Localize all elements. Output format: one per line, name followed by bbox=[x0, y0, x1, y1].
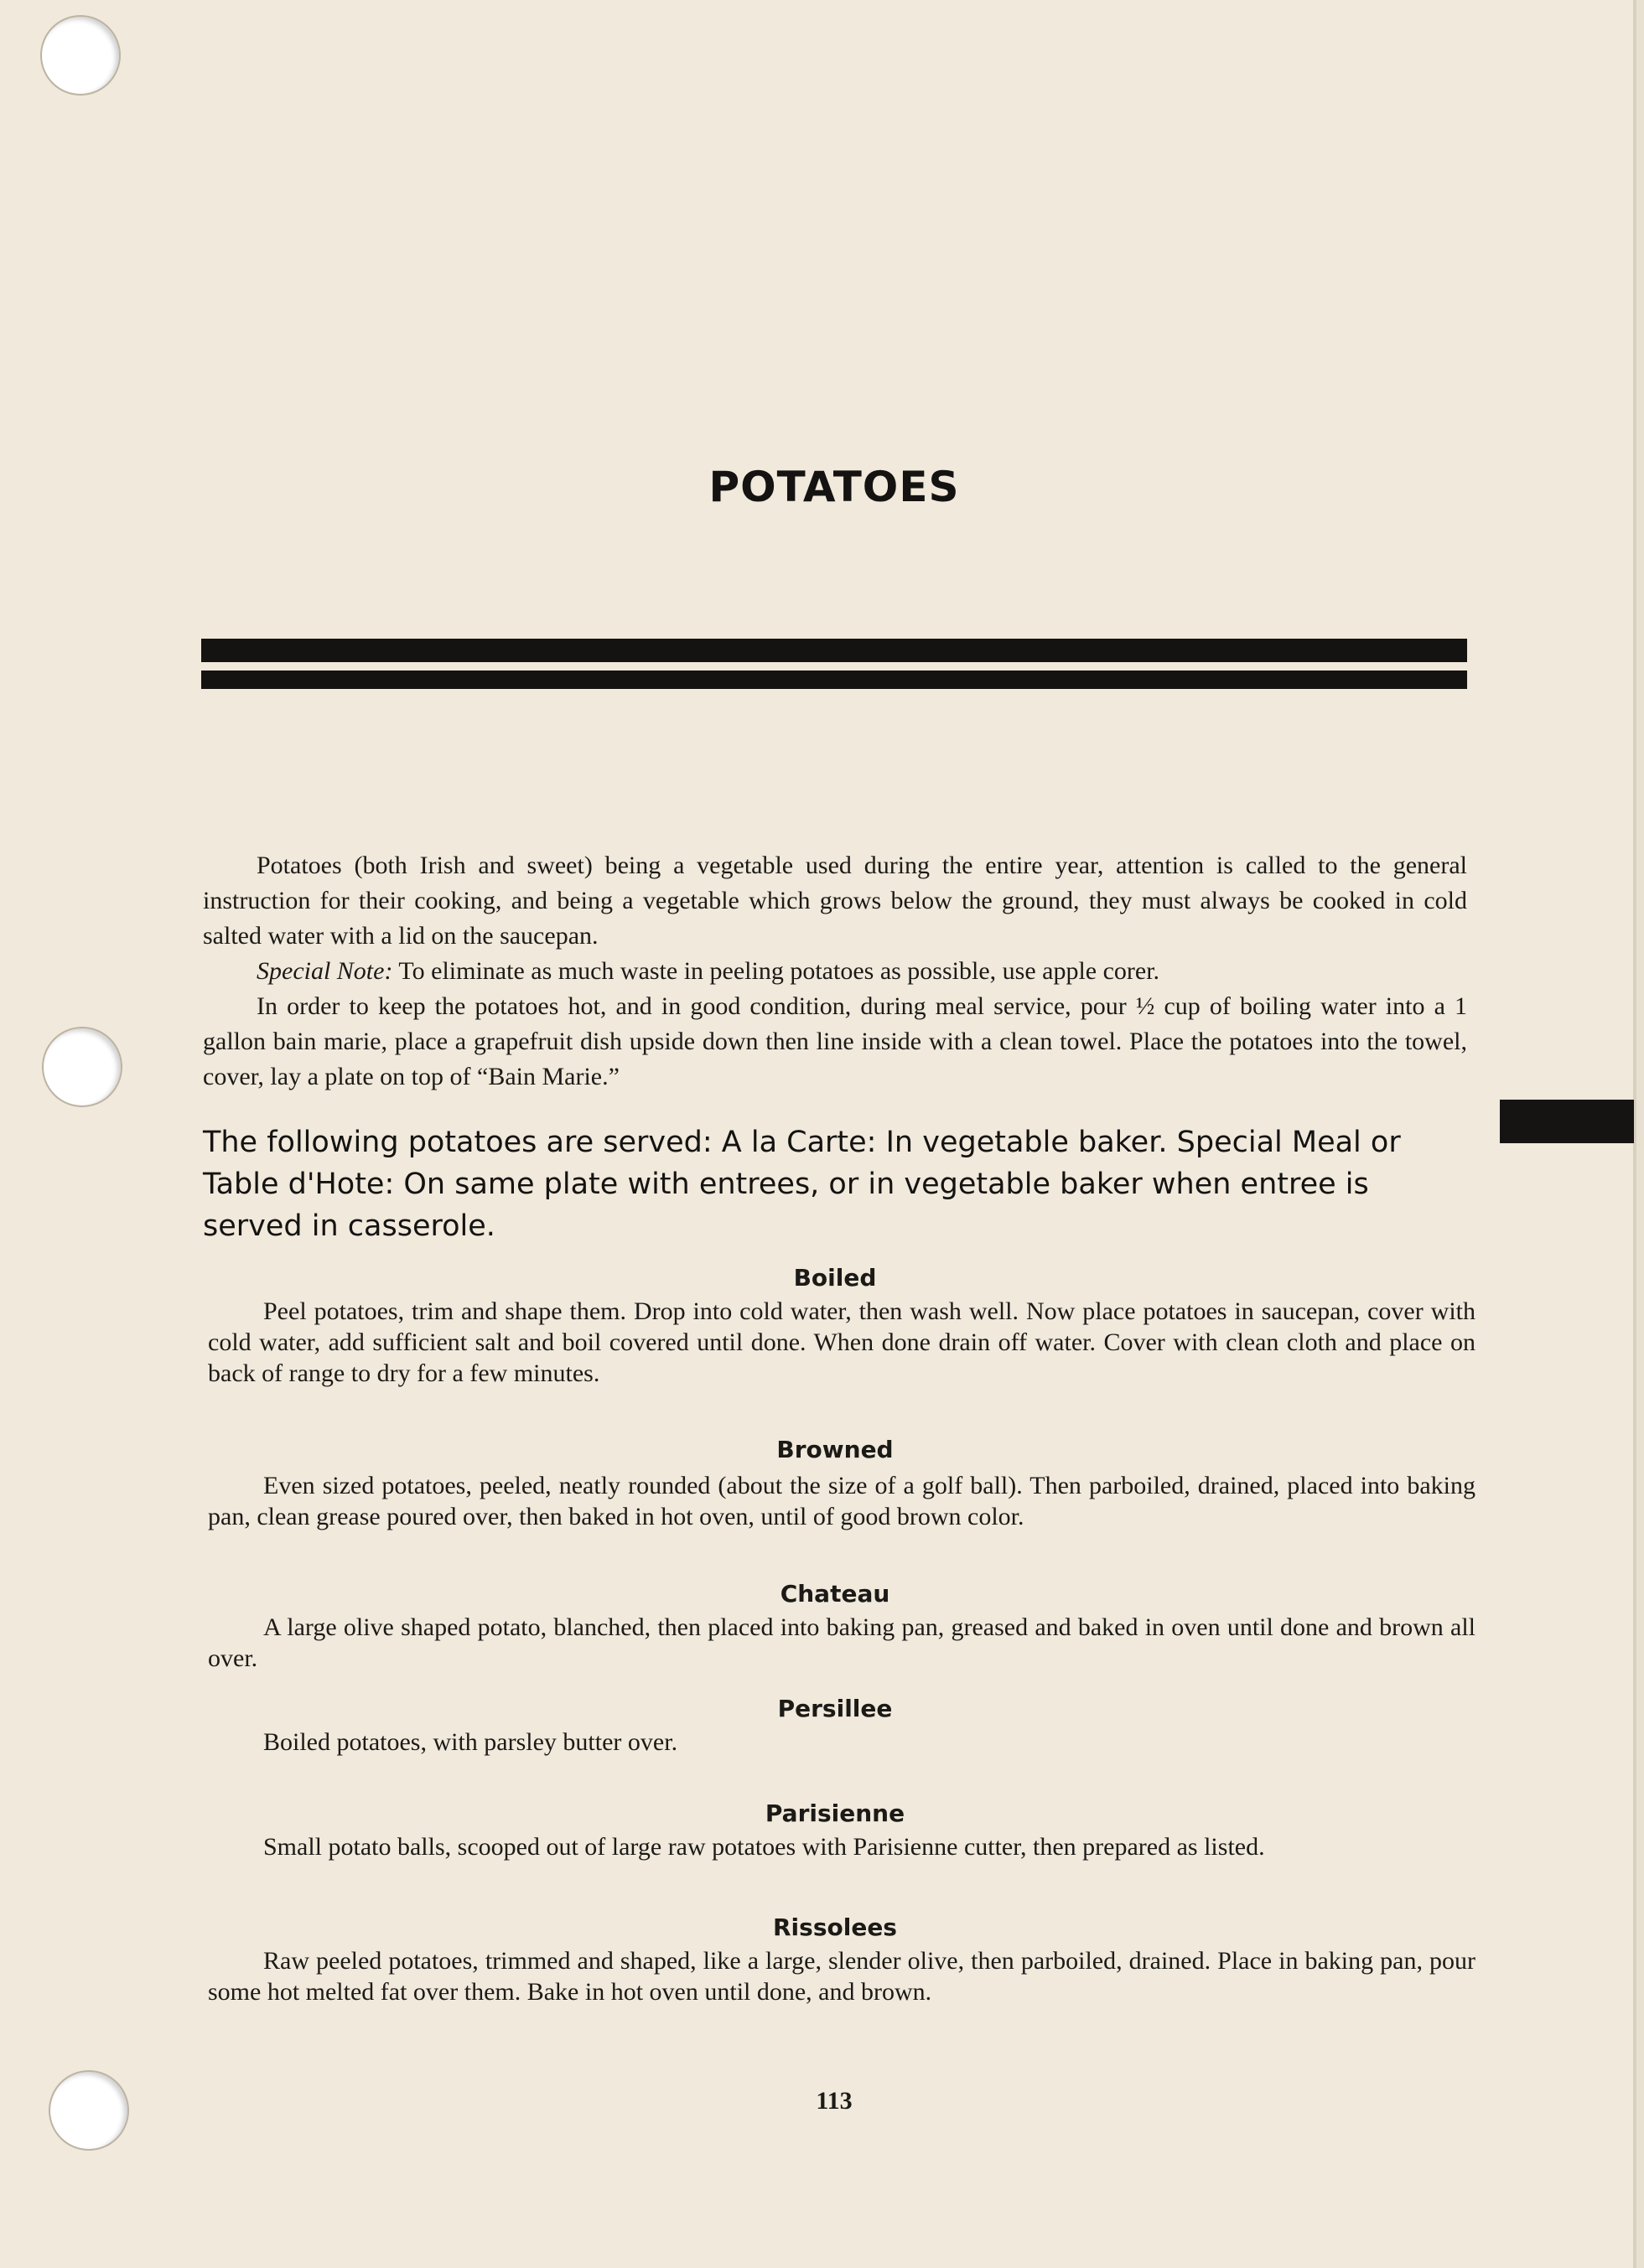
binder-hole-top bbox=[40, 15, 121, 96]
special-note-text: To eliminate as much waste in peeling potatoes as possible, use apple corer. bbox=[392, 957, 1160, 985]
intro-paragraph: Potatoes (both Irish and sweet) being a vegetable used during the entire year, attention is called to the general instruction for their cooking, and being a vegetable which grows below the ground, they must always be cooked in cold salted water with a lid on the saucepan. bbox=[203, 852, 1467, 950]
title-rule-lower bbox=[201, 671, 1467, 689]
binder-hole-bottom bbox=[49, 2070, 129, 2151]
section-body-rissolees: Raw peeled potatoes, trimmed and shaped, like a large, slender olive, then parboiled, drained. Place in baking pan, pour some hot melted fat over them. Bake in hot oven until done, and brown. bbox=[208, 1947, 1475, 2006]
special-note-label: Special Note: bbox=[257, 957, 393, 985]
section-heading-persillee: Persillee bbox=[777, 1695, 893, 1722]
section-heading-boiled: Boiled bbox=[793, 1264, 877, 1292]
title-rule-upper bbox=[201, 639, 1467, 662]
binder-hole-middle bbox=[42, 1027, 122, 1107]
section-body-parisienne: Small potato balls, scooped out of large raw potatoes with Parisienne cutter, then prepared as listed. bbox=[263, 1833, 1265, 1861]
page-number: 113 bbox=[816, 2087, 853, 2115]
intro-paragraph-hot: In order to keep the potatoes hot, and in good condition, during meal service, pour ½ cup of boiling water into a 1 gallon bain marie, place a grapefruit dish upside down then line inside with a clean towel. Place the potatoes into the towel, cover, lay a plate on top of “Bain Marie.” bbox=[203, 992, 1467, 1090]
section-heading-parisienne: Parisienne bbox=[765, 1799, 905, 1827]
section-heading-rissolees: Rissolees bbox=[773, 1913, 897, 1941]
page-title: POTATOES bbox=[708, 463, 960, 511]
section-body-persillee: Boiled potatoes, with parsley butter over. bbox=[263, 1728, 678, 1756]
section-body-boiled: Peel potatoes, trim and shape them. Drop into cold water, then wash well. Now place potatoes in saucepan, cover with cold water, add sufficient salt and boil covered until done. When done drain off water. Cover with clean cloth and place on back of range to dry for a few minutes. bbox=[208, 1297, 1475, 1387]
section-heading-chateau: Chateau bbox=[780, 1580, 890, 1608]
special-note bbox=[203, 954, 1467, 989]
section-body-chateau: A large olive shaped potato, blanched, then placed into baking pan, greased and baked in oven until done and brown all over. bbox=[208, 1613, 1475, 1672]
served-note: The following potatoes are served: A la Carte: In vegetable baker. Special Meal or Table d'Hote: On same plate with entrees, or in vegetable baker when entree is served in casserole. bbox=[203, 1126, 1401, 1243]
section-body-browned: Even sized potatoes, peeled, neatly rounded (about the size of a golf ball). Then parboiled, drained, placed into baking pan, clean grease poured over, then baked in hot oven, until of good brown color. bbox=[208, 1472, 1475, 1530]
intro-text bbox=[203, 848, 1467, 1095]
section-tab-marker bbox=[1500, 1100, 1634, 1143]
section-heading-browned: Browned bbox=[776, 1436, 894, 1463]
